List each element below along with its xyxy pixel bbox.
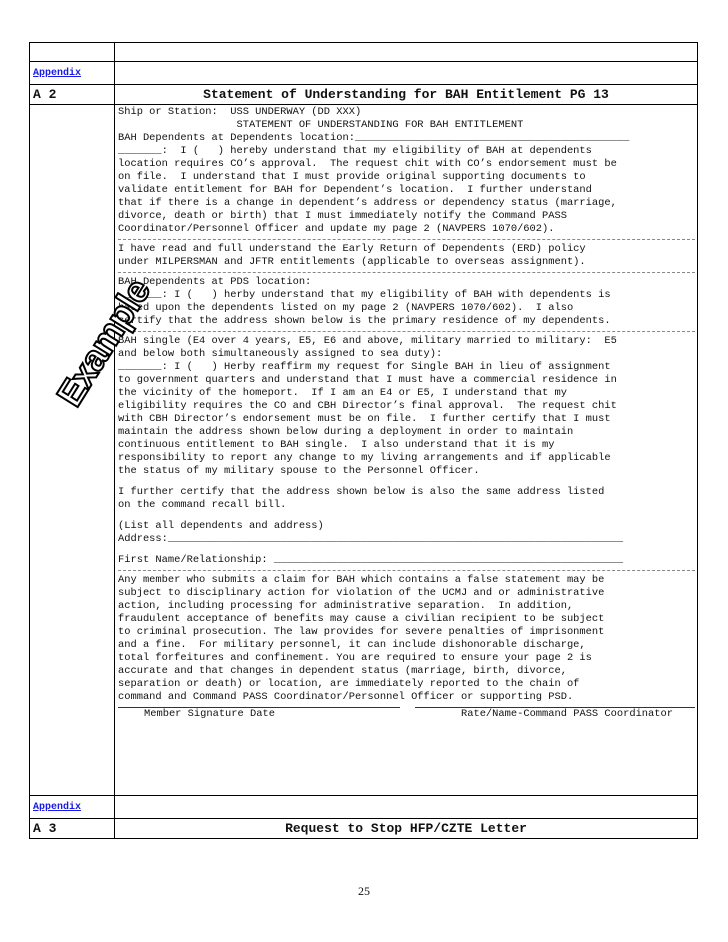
- appendix-row-1: [30, 62, 698, 85]
- signature-labels: [118, 708, 695, 721]
- ship-line: Ship or Station: USS UNDERWAY (DD XXX): [118, 106, 362, 118]
- coordinator-signature-label: Rate/Name-Command PASS Coordinator: [460, 708, 673, 720]
- a3-title: Request to Stop HFP/CZTE Letter: [115, 819, 698, 839]
- appendix-link[interactable]: Appendix: [33, 68, 82, 79]
- bah-form: [115, 105, 698, 796]
- appendix-table: [29, 42, 698, 839]
- member-signature-label: Member Signature Date: [144, 708, 275, 720]
- page-number: 25: [358, 884, 370, 898]
- divider: [118, 331, 695, 332]
- a3-title-row: [30, 819, 698, 839]
- divider: [118, 272, 695, 273]
- section-pds-location: BAH Dependents at PDS location: _______: I ( ) herby understand that my eligibility of BAH with dependents is based upon the dependents listed on my page 2 (NAVPERS 1070/602). I also certify that the address shown below is the primary residence of my dependents.: [118, 276, 611, 327]
- divider: [118, 570, 695, 571]
- example-stamp: Example: [48, 272, 158, 414]
- section-dependents-location: BAH Dependents at Dependents location:____________________________________________ _______: I ( ) hereby understand that my eligibility of BAH at dependents location requires CO’s approval. The request chit with CO’s endorsement must be on file. I understand that I must provide original supporting documents to validate entitlement for BAH for Dependent’s location. I further understand that if there is a change in dependent’s address or dependency status (marriage, divorce, death or birth) that I must immediately notify the Command PASS Coordinator/Personnel Officer and update my page 2 (NAVPERS 1070/602).: [118, 132, 630, 235]
- section-false-statement-warning: Any member who submits a claim for BAH which contains a false statement may be subject to disciplinary action for violation of the UCMJ and or administrative action, including processing for administrative separation. In addition, fraudulent acceptance of benefits may cause a civilian recipient to be subject to criminal prosecution. The law provides for severe penalties of imprisonment and a fine. For military personnel, it can include dishonorable discharge, total forfeitures and confinement. You are required to ensure your page 2 is accurate and that changes in dependent status (marriage, birth, divorce, separation or death) or location, are immediately reported to the chain of command and Command PASS Coordinator/Personnel Officer or supporting PSD.: [118, 574, 605, 703]
- header-row: [30, 43, 698, 62]
- appendix-row-2: [30, 796, 698, 819]
- section-erd: I have read and full understand the Early Return of Dependents (ERD) policy under MILPERSMAN and JFTR entitlements (applicable to overseas assignment).: [118, 243, 586, 268]
- a2-code: A 2: [30, 85, 115, 105]
- appendix-link[interactable]: Appendix: [33, 802, 82, 813]
- form-heading: STATEMENT OF UNDERSTANDING FOR BAH ENTITLEMENT: [118, 119, 524, 131]
- a2-body-row: [30, 105, 698, 796]
- section-recall-bill: I further certify that the address shown below is also the same address listed on the command recall bill.: [118, 486, 605, 511]
- divider: [118, 239, 695, 240]
- address-field: Address:_________________________________________________________________________: [118, 533, 624, 545]
- a2-title: Statement of Understanding for BAH Entitlement PG 13: [115, 85, 698, 105]
- section-bah-single: BAH single (E4 over 4 years, E5, E6 and above, military married to military: E5 and below both simultaneously assigned to sea duty): _______: I ( ) Herby reaffirm my request for Single BAH in lieu of assignment to government quarters and understand that I must have a commercial residence in the vicinity of the homeport. If I am an E4 or E5, I understand that my eligibility requires the CO and CBH Director’s final approval. The request chit with CBH Director’s endorsement must be on file. I further certify that I must maintain the address shown below during a deployment in order to maintain continuous entitlement to BAH single. I also understand that it is my responsibility to report any change to my living arrangements and if applicable the status of my military spouse to the Personnel Officer.: [118, 335, 617, 477]
- a2-title-row: [30, 85, 698, 105]
- a3-code: A 3: [30, 819, 115, 839]
- first-name-relationship-field: First Name/Relationship: ________________________________________________________: [118, 554, 624, 566]
- section-address: (List all dependents and address) Address:_________________________________________________________________________: [118, 520, 695, 546]
